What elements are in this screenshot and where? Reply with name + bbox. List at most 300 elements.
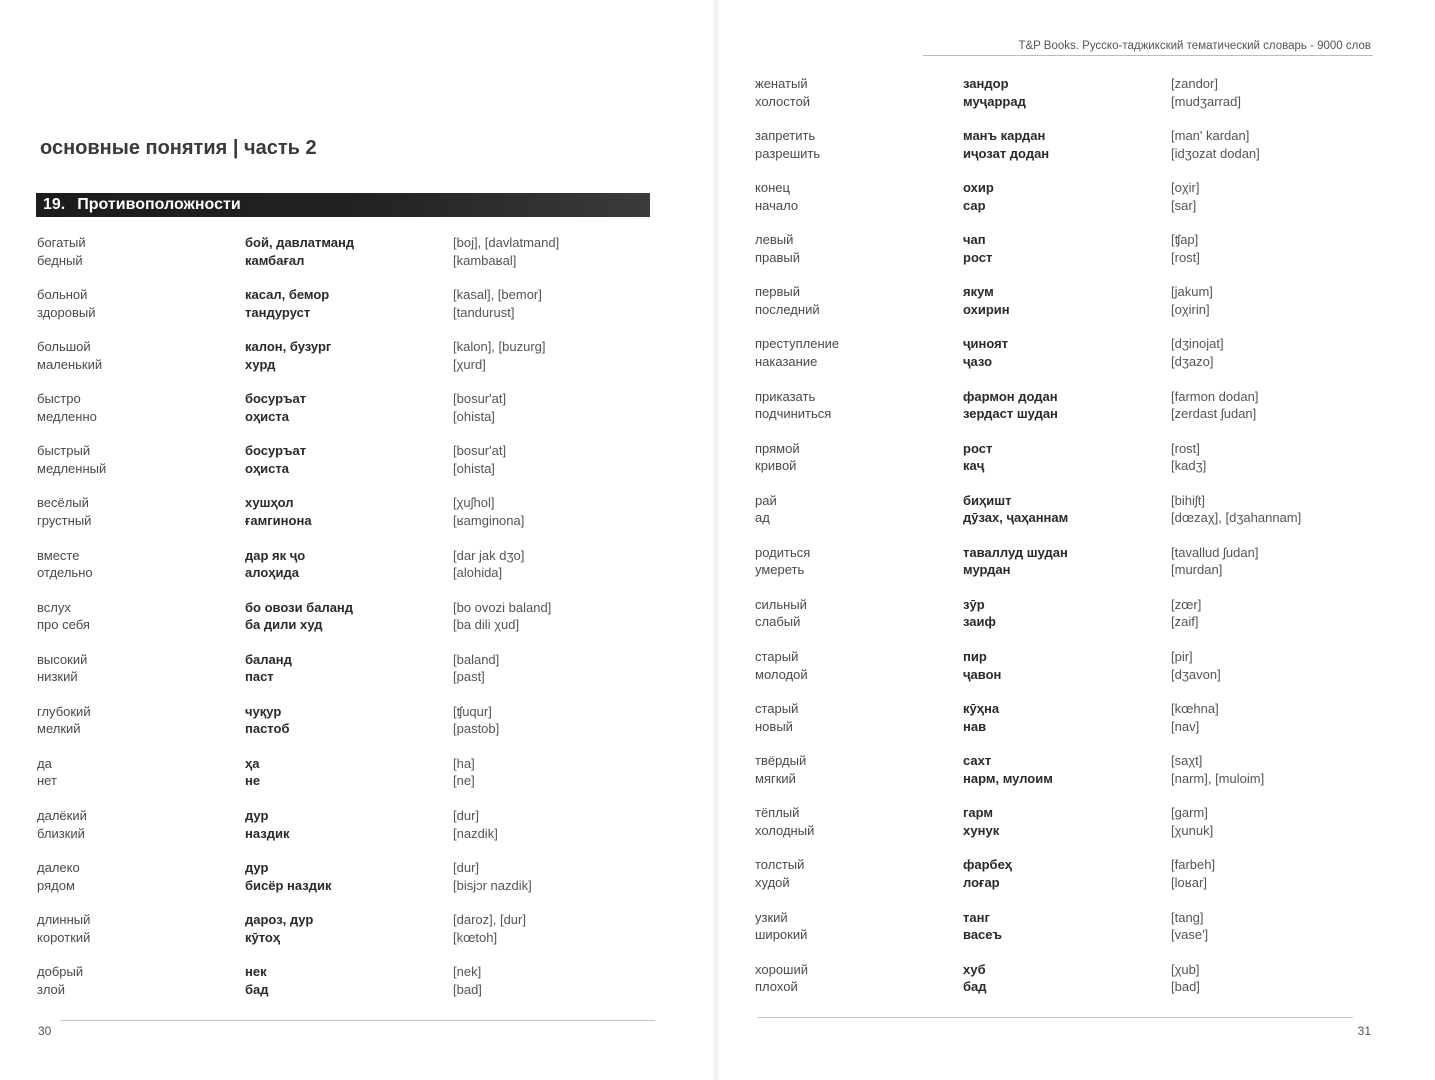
- transcription-column: [1171, 596, 1201, 631]
- transcription-column: [1171, 752, 1264, 787]
- transcription: [χub]: [1171, 961, 1200, 977]
- transcription: [oχirin]: [1171, 301, 1210, 317]
- tajik-word-column: [963, 75, 1026, 110]
- russian-word: медленно: [37, 408, 97, 424]
- tajik-word: не: [245, 773, 261, 789]
- russian-word: длинный: [37, 912, 91, 928]
- tajik-word: иҷозат додан: [963, 145, 1050, 161]
- entry-row: [718, 804, 1435, 856]
- russian-word: холодный: [755, 822, 815, 838]
- tajik-word: ба дили худ: [245, 617, 323, 633]
- transcription-column: [453, 599, 551, 634]
- russian-word-column: [755, 700, 798, 735]
- transcription: [nazdik]: [453, 825, 498, 841]
- transcription: [man' kardan]: [1171, 128, 1250, 144]
- tajik-word: зердаст шудан: [963, 406, 1058, 422]
- tajik-word: зандор: [963, 76, 1009, 91]
- tajik-word: пастоб: [245, 721, 290, 737]
- russian-word: правый: [755, 249, 801, 265]
- tajik-word: танг: [963, 909, 990, 925]
- transcription: [bisjɔr nazdik]: [453, 877, 532, 893]
- tajik-word-column: [963, 804, 999, 839]
- tajik-word: ҳа: [245, 755, 260, 771]
- russian-word: кривой: [755, 458, 797, 474]
- russian-word: последний: [755, 301, 820, 317]
- russian-word-column: [37, 651, 87, 686]
- tajik-word: сар: [963, 197, 986, 213]
- entry-list: [718, 75, 1435, 1013]
- tajik-word: бад: [963, 979, 987, 995]
- russian-word-column: [37, 911, 90, 946]
- russian-word: быстрый: [37, 443, 91, 459]
- transcription-column: [1171, 283, 1213, 318]
- footer-rule: [758, 1017, 1353, 1018]
- tajik-word: таваллуд шудан: [963, 544, 1068, 560]
- tajik-word: калон, бузург: [245, 339, 332, 355]
- russian-word: большой: [37, 339, 91, 355]
- russian-word: плохой: [755, 979, 798, 995]
- russian-word-column: [37, 599, 90, 634]
- russian-word: медленный: [37, 460, 107, 476]
- tajik-word: хунук: [963, 822, 1000, 838]
- tajik-word: охирин: [963, 301, 1010, 317]
- part-title: основные понятия | часть 2: [40, 137, 317, 159]
- russian-word-column: [37, 494, 91, 529]
- transcription-column: [1171, 909, 1208, 944]
- tajik-word: ҷиноят: [963, 336, 1009, 352]
- transcription: [oχir]: [1171, 180, 1200, 196]
- tajik-word: пир: [963, 649, 987, 665]
- entry-row: [0, 547, 715, 599]
- entry-row: [718, 283, 1435, 335]
- russian-word: начало: [755, 197, 799, 213]
- transcription: [dur]: [453, 860, 480, 876]
- russian-word: близкий: [37, 825, 85, 841]
- russian-word: молодой: [755, 666, 808, 682]
- russian-word: ад: [755, 510, 770, 526]
- russian-word: вместе: [37, 547, 80, 563]
- transcription: [dʒinojat]: [1171, 336, 1224, 352]
- transcription: [dar jak dʒo]: [453, 547, 525, 563]
- russian-word-column: [755, 544, 810, 579]
- russian-word-column: [37, 338, 102, 373]
- transcription: [farmon dodan]: [1171, 388, 1259, 404]
- russian-word-column: [37, 286, 95, 321]
- russian-word: да: [37, 755, 52, 771]
- russian-word: умереть: [755, 562, 805, 578]
- transcription: [ha]: [453, 755, 475, 771]
- transcription-column: [1171, 492, 1301, 527]
- russian-word: богатый: [37, 235, 86, 250]
- tajik-word: ҷазо: [963, 353, 993, 369]
- russian-word-column: [755, 335, 839, 370]
- tajik-word: кӯтоҳ: [245, 929, 281, 945]
- russian-word: конец: [755, 180, 790, 196]
- tajik-word-column: [963, 179, 994, 214]
- transcription-column: [1171, 700, 1219, 735]
- tajik-word: гарм: [963, 805, 994, 821]
- tajik-word-column: [963, 909, 1002, 944]
- tajik-word-column: [245, 963, 269, 998]
- tajik-word: муҷаррад: [963, 93, 1026, 109]
- transcription-column: [1171, 648, 1221, 683]
- tajik-word: алоҳида: [245, 565, 299, 581]
- tajik-word: чуқур: [245, 703, 282, 719]
- russian-word-column: [755, 179, 798, 214]
- transcription: [kadʒ]: [1171, 458, 1207, 474]
- tajik-word: нав: [963, 718, 987, 734]
- entry-row: [718, 179, 1435, 231]
- tajik-word-column: [245, 651, 292, 686]
- entry-row: [718, 752, 1435, 804]
- tajik-word: хушҳол: [245, 495, 294, 511]
- entry-row: [0, 442, 715, 494]
- transcription: [zandor]: [1171, 76, 1218, 91]
- transcription-column: [1171, 440, 1206, 475]
- transcription: [boj], [davlatmand]: [453, 235, 560, 250]
- transcription: [bad]: [453, 981, 482, 997]
- entry-row: [718, 648, 1435, 700]
- russian-word: сильный: [755, 596, 807, 612]
- header-rule: [923, 55, 1373, 56]
- tajik-word: дур: [245, 808, 269, 824]
- tajik-word-column: [963, 961, 987, 996]
- transcription: [nek]: [453, 964, 482, 980]
- russian-word-column: [755, 388, 831, 423]
- russian-word: приказать: [755, 388, 816, 404]
- russian-word: маленький: [37, 356, 103, 372]
- tajik-word: кӯҳна: [963, 701, 1000, 717]
- transcription-column: [453, 286, 542, 321]
- entry-row: [718, 909, 1435, 961]
- transcription: [pastob]: [453, 721, 500, 737]
- transcription: [zœr]: [1171, 596, 1202, 612]
- chapter-title: Противоположности: [77, 196, 241, 213]
- tajik-word-column: [245, 338, 331, 373]
- russian-word: мягкий: [755, 770, 796, 786]
- russian-word-column: [37, 390, 97, 425]
- russian-word-column: [37, 859, 80, 894]
- russian-word-column: [37, 703, 91, 738]
- transcription: [murdan]: [1171, 562, 1223, 578]
- tajik-word: сахт: [963, 753, 992, 769]
- transcription-column: [453, 494, 524, 529]
- tajik-word-column: [245, 286, 329, 321]
- transcription-column: [453, 911, 526, 946]
- russian-word-column: [755, 596, 807, 631]
- transcription-column: [1171, 231, 1200, 266]
- transcription: [saχt]: [1171, 753, 1203, 769]
- transcription: [tavallud ʃudan]: [1171, 544, 1259, 560]
- transcription: [jakum]: [1171, 284, 1213, 300]
- tajik-word-column: [963, 127, 1049, 162]
- tajik-word-column: [963, 283, 1010, 318]
- entry-row: [718, 335, 1435, 387]
- transcription: [sar]: [1171, 197, 1197, 213]
- transcription: [farbeh]: [1171, 857, 1216, 873]
- tajik-word-column: [245, 755, 260, 790]
- transcription: [rost]: [1171, 249, 1200, 265]
- entry-row: [0, 859, 715, 911]
- entry-row: [0, 599, 715, 651]
- russian-word: женатый: [755, 76, 808, 91]
- tajik-word: наздик: [245, 825, 290, 841]
- transcription: [alohida]: [453, 565, 503, 581]
- russian-word-column: [755, 492, 777, 527]
- transcription-column: [1171, 856, 1215, 891]
- tajik-word: касал, бемор: [245, 287, 330, 303]
- transcription-column: [453, 442, 506, 477]
- russian-word: добрый: [37, 964, 84, 980]
- running-header: T&P Books. Русско-таджикский тематический словарь - 9000 слов: [1018, 40, 1371, 52]
- tajik-word: хуб: [963, 961, 986, 977]
- russian-word: старый: [755, 649, 799, 665]
- transcription: [baland]: [453, 651, 500, 667]
- transcription: [bo ovozi baland]: [453, 599, 552, 615]
- entry-row: [0, 494, 715, 546]
- transcription-column: [1171, 804, 1213, 839]
- tajik-word-column: [963, 335, 1008, 370]
- tajik-word: васеъ: [963, 927, 1002, 942]
- entry-row: [718, 440, 1435, 492]
- tajik-word-column: [963, 544, 1068, 579]
- russian-word-column: [37, 234, 86, 269]
- russian-word: грустный: [37, 512, 92, 528]
- transcription-column: [453, 859, 532, 894]
- russian-word: тёплый: [755, 805, 800, 821]
- tajik-word: нарм, мулоим: [963, 770, 1053, 786]
- tajik-word: босуръат: [245, 443, 307, 459]
- tajik-word: босуръат: [245, 391, 307, 407]
- russian-word: быстро: [37, 391, 81, 407]
- russian-word-column: [755, 75, 810, 110]
- russian-word-column: [37, 755, 57, 790]
- russian-word: рай: [755, 492, 777, 508]
- tajik-word: якум: [963, 284, 994, 300]
- tajik-word-column: [963, 440, 992, 475]
- tajik-word-column: [245, 442, 306, 477]
- russian-word: узкий: [755, 909, 788, 925]
- transcription: [dœzaχ], [dʒahannam]: [1171, 510, 1302, 526]
- entry-row: [718, 961, 1435, 1013]
- tajik-word: ҷавон: [963, 666, 1002, 682]
- russian-word: толстый: [755, 857, 805, 873]
- russian-word: отдельно: [37, 565, 93, 581]
- russian-word: худой: [755, 874, 790, 890]
- entry-row: [0, 963, 715, 1015]
- transcription: [kœtoh]: [453, 929, 498, 945]
- right-page: [718, 0, 1435, 1080]
- transcription: [dur]: [453, 808, 480, 824]
- entry-row: [0, 286, 715, 338]
- tajik-word: охир: [963, 180, 994, 196]
- transcription: [χunuk]: [1171, 822, 1214, 838]
- russian-word-column: [37, 547, 93, 582]
- tajik-word: оҳиста: [245, 408, 289, 424]
- tajik-word: паст: [245, 669, 274, 685]
- russian-word: про себя: [37, 617, 90, 633]
- transcription: [narm], [muloim]: [1171, 770, 1265, 786]
- entry-row: [718, 75, 1435, 127]
- transcription: [kalon], [buzurg]: [453, 339, 546, 355]
- tajik-word: бо овози баланд: [245, 599, 354, 615]
- transcription: [rost]: [1171, 440, 1200, 456]
- tajik-word-column: [963, 700, 999, 735]
- tajik-word-column: [963, 856, 1012, 891]
- russian-word: весёлый: [37, 495, 89, 511]
- tajik-word-column: [245, 807, 289, 842]
- transcription-column: [1171, 335, 1224, 370]
- tajik-word: дароз, дур: [245, 912, 314, 928]
- russian-word: прямой: [755, 440, 800, 456]
- tajik-word: дар як ҷо: [245, 547, 306, 563]
- tajik-word-column: [245, 234, 354, 269]
- russian-word: здоровый: [37, 304, 96, 320]
- russian-word-column: [755, 440, 800, 475]
- transcription: [garm]: [1171, 805, 1208, 821]
- russian-word: далёкий: [37, 808, 87, 824]
- entry-row: [0, 755, 715, 807]
- russian-word: бедный: [37, 252, 83, 268]
- transcription-column: [1171, 179, 1200, 214]
- tajik-word: лоғар: [963, 874, 1000, 890]
- tajik-word: манъ кардан: [963, 128, 1046, 144]
- russian-word-column: [37, 442, 106, 477]
- transcription: [ba dili χud]: [453, 617, 520, 633]
- transcription-column: [453, 963, 482, 998]
- tajik-word: фармон додан: [963, 388, 1058, 404]
- transcription-column: [1171, 961, 1200, 996]
- entry-row: [0, 651, 715, 703]
- transcription: [kambaʁal]: [453, 252, 517, 268]
- russian-word-column: [755, 648, 808, 683]
- footer-rule: [60, 1020, 655, 1021]
- tajik-word-column: [963, 752, 1053, 787]
- russian-word-column: [755, 283, 820, 318]
- entry-row: [718, 596, 1435, 648]
- russian-word-column: [755, 127, 820, 162]
- russian-word-column: [755, 752, 806, 787]
- russian-word: широкий: [755, 927, 808, 942]
- transcription: [bihiʃt]: [1171, 492, 1205, 508]
- tajik-word-column: [963, 388, 1058, 423]
- transcription: [pir]: [1171, 649, 1193, 665]
- transcription: [bosur'at]: [453, 391, 507, 407]
- transcription: [tang]: [1171, 909, 1204, 925]
- tajik-word: камбағал: [245, 252, 305, 268]
- transcription-column: [453, 234, 559, 269]
- russian-word-column: [755, 909, 807, 944]
- tajik-word: тандуруст: [245, 304, 311, 320]
- transcription: [mudʒarrad]: [1171, 93, 1241, 109]
- russian-word: рядом: [37, 877, 75, 893]
- tajik-word-column: [245, 599, 353, 634]
- russian-word-column: [755, 231, 800, 266]
- russian-word: холостой: [755, 93, 811, 109]
- entry-row: [718, 231, 1435, 283]
- tajik-word-column: [245, 859, 332, 894]
- entry-row: [718, 856, 1435, 908]
- transcription: [loʁar]: [1171, 874, 1207, 890]
- entry-row: [0, 703, 715, 755]
- russian-word: больной: [37, 287, 88, 303]
- entry-row: [0, 807, 715, 859]
- transcription: [zaif]: [1171, 614, 1199, 630]
- transcription: [idʒozat dodan]: [1171, 145, 1260, 161]
- tajik-word: бад: [245, 981, 269, 997]
- tajik-word-column: [963, 492, 1068, 527]
- tajik-word: баланд: [245, 651, 292, 667]
- transcription-column: [453, 755, 475, 790]
- tajik-word: фарбеҳ: [963, 857, 1013, 873]
- russian-word: короткий: [37, 929, 91, 945]
- page-number: 31: [1357, 1024, 1371, 1038]
- tajik-word: бисёр наздик: [245, 877, 332, 893]
- tajik-word: каҷ: [963, 458, 985, 474]
- russian-word: первый: [755, 284, 801, 300]
- transcription-column: [453, 807, 498, 842]
- transcription-column: [453, 547, 524, 582]
- tajik-word: бой, давлатманд: [245, 235, 355, 250]
- russian-word: твёрдый: [755, 753, 807, 769]
- entry-row: [718, 492, 1435, 544]
- transcription: [dʒavon]: [1171, 666, 1221, 682]
- transcription-column: [1171, 127, 1260, 162]
- transcription-column: [1171, 388, 1258, 423]
- russian-word: низкий: [37, 669, 78, 685]
- transcription-column: [1171, 544, 1258, 579]
- transcription: [vase']: [1171, 927, 1209, 942]
- tajik-word: ғамгинона: [245, 512, 312, 528]
- transcription: [zerdast ʃudan]: [1171, 406, 1257, 422]
- transcription: [daroz], [dur]: [453, 912, 526, 928]
- russian-word: высокий: [37, 651, 88, 667]
- transcription: [bosur'at]: [453, 443, 507, 459]
- transcription: [tandurust]: [453, 304, 515, 320]
- russian-word: глубокий: [37, 703, 91, 719]
- transcription: [kasal], [bemor]: [453, 287, 542, 303]
- transcription-column: [453, 338, 546, 373]
- tajik-word: дӯзах, ҷаҳаннам: [963, 510, 1069, 526]
- russian-word: злой: [37, 981, 66, 997]
- russian-word: старый: [755, 701, 799, 717]
- chapter-number: 19.: [43, 196, 66, 213]
- russian-word: нет: [37, 773, 57, 789]
- transcription: [χuʃhol]: [453, 495, 495, 511]
- tajik-word: рост: [963, 249, 993, 265]
- russian-word-column: [755, 961, 808, 996]
- transcription: [ʁamginona]: [453, 512, 525, 528]
- entry-list: [0, 234, 715, 1015]
- transcription-column: [453, 703, 499, 738]
- transcription: [bad]: [1171, 979, 1200, 995]
- russian-word-column: [37, 807, 87, 842]
- tajik-word: дур: [245, 860, 269, 876]
- russian-word: наказание: [755, 353, 818, 369]
- entry-row: [0, 234, 715, 286]
- tajik-word: чап: [963, 232, 986, 248]
- entry-row: [718, 127, 1435, 179]
- tajik-word: оҳиста: [245, 460, 289, 476]
- transcription: [past]: [453, 669, 485, 685]
- transcription: [kœhna]: [1171, 701, 1219, 717]
- tajik-word-column: [245, 494, 312, 529]
- russian-word-column: [755, 804, 814, 839]
- tajik-word: мурдан: [963, 562, 1011, 578]
- russian-word: преступление: [755, 336, 840, 352]
- tajik-word: биҳишт: [963, 492, 1012, 508]
- transcription: [ʧap]: [1171, 232, 1199, 248]
